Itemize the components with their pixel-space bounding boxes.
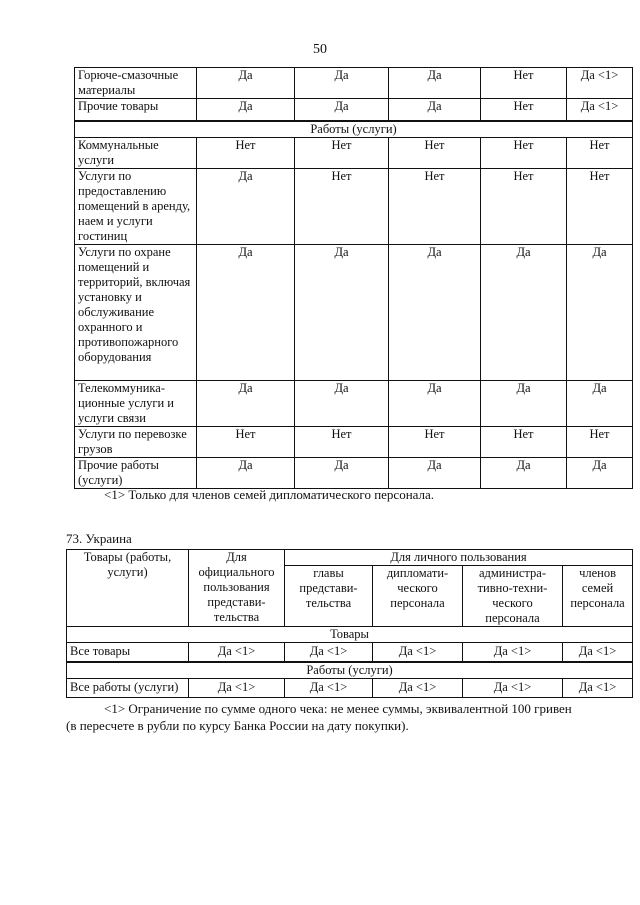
cell-value: Нет bbox=[389, 137, 481, 168]
footnote-table1: <1> Только для членов семей дипломатического персонала. bbox=[104, 487, 435, 502]
row-name: Все товары bbox=[67, 643, 189, 662]
cell-value: Да bbox=[481, 244, 567, 380]
cell-value: Да bbox=[567, 380, 633, 426]
cell-value: Да bbox=[481, 457, 567, 488]
cell-value: Да <1> bbox=[285, 643, 373, 662]
row-name: Все работы (услуги) bbox=[67, 678, 189, 697]
column-header-goods: Товары (работы, услуги) bbox=[67, 550, 189, 627]
section-row bbox=[67, 662, 633, 679]
cell-value: Да bbox=[197, 380, 295, 426]
table-row bbox=[67, 643, 633, 662]
column-header-official: Для официального пользования представи-тельства bbox=[189, 550, 285, 627]
cell-value: Да bbox=[389, 99, 481, 121]
cell-value: Нет bbox=[481, 137, 567, 168]
row-name: Услуги по перевозке грузов bbox=[75, 426, 197, 457]
row-name: Коммунальные услуги bbox=[75, 137, 197, 168]
cell-value: Да <1> bbox=[563, 678, 633, 697]
cell-value: Да bbox=[481, 380, 567, 426]
cell-value: Да <1> bbox=[373, 643, 463, 662]
cell-value: Нет bbox=[481, 426, 567, 457]
cell-value: Да bbox=[295, 380, 389, 426]
page-number: 50 bbox=[313, 42, 327, 57]
header-row bbox=[67, 550, 633, 566]
cell-value: Нет bbox=[567, 426, 633, 457]
cell-value: Нет bbox=[295, 137, 389, 168]
cell-value: Да bbox=[295, 244, 389, 380]
footnote-table2-line1: <1> Ограничение по сумме одного чека: не менее суммы, эквивалентной 100 гривен bbox=[104, 701, 572, 716]
column-header-diplomatic: дипломати-ческого персонала bbox=[373, 566, 463, 627]
section-row bbox=[75, 121, 633, 138]
table-row bbox=[75, 426, 633, 457]
column-header-family: членов семей персонала bbox=[563, 566, 633, 627]
ukraine-exemptions-table bbox=[66, 549, 633, 698]
section-title: Товары bbox=[67, 627, 633, 643]
table-row bbox=[75, 99, 633, 121]
row-name: Услуги по охране помещений и территорий, включая установку и обслуживание охранного и противопожарного оборудования bbox=[75, 244, 197, 380]
cell-value: Да bbox=[567, 244, 633, 380]
column-header-admin: администра-тивно-техни-ческого персонала bbox=[463, 566, 563, 627]
cell-value: Нет bbox=[197, 426, 295, 457]
row-name: Услуги по предоставлению помещений в аренду, наем и услуги гостиниц bbox=[75, 168, 197, 244]
section-heading-ukraine: 73. Украина bbox=[66, 531, 132, 546]
cell-value: Да bbox=[295, 99, 389, 121]
cell-value: Да bbox=[197, 68, 295, 99]
table-row bbox=[67, 678, 633, 697]
cell-value: Нет bbox=[481, 99, 567, 121]
cell-value: Нет bbox=[481, 168, 567, 244]
cell-value: Да <1> bbox=[563, 643, 633, 662]
cell-value: Да <1> bbox=[189, 643, 285, 662]
exemptions-table-continued bbox=[74, 67, 633, 489]
row-name: Горюче-смазочные материалы bbox=[75, 68, 197, 99]
cell-value: Да bbox=[295, 457, 389, 488]
cell-value: Да bbox=[197, 457, 295, 488]
cell-value: Да bbox=[567, 457, 633, 488]
cell-value: Да <1> bbox=[463, 678, 563, 697]
table-row bbox=[75, 68, 633, 99]
cell-value: Да <1> bbox=[189, 678, 285, 697]
cell-value: Да <1> bbox=[567, 68, 633, 99]
section-title: Работы (услуги) bbox=[75, 121, 633, 138]
table-row bbox=[75, 457, 633, 488]
cell-value: Да bbox=[197, 99, 295, 121]
section-title: Работы (услуги) bbox=[67, 662, 633, 679]
cell-value: Нет bbox=[567, 137, 633, 168]
row-name: Прочие работы (услуги) bbox=[75, 457, 197, 488]
cell-value: Нет bbox=[295, 426, 389, 457]
column-header-personal: Для личного пользования bbox=[285, 550, 633, 566]
cell-value: Да <1> bbox=[567, 99, 633, 121]
table-row bbox=[75, 168, 633, 244]
cell-value: Да <1> bbox=[285, 678, 373, 697]
cell-value: Да bbox=[197, 168, 295, 244]
cell-value: Да <1> bbox=[463, 643, 563, 662]
cell-value: Нет bbox=[197, 137, 295, 168]
cell-value: Да bbox=[389, 380, 481, 426]
section-row bbox=[67, 627, 633, 643]
table-row bbox=[75, 137, 633, 168]
table-row bbox=[75, 244, 633, 380]
row-name: Прочие товары bbox=[75, 99, 197, 121]
cell-value: Нет bbox=[295, 168, 389, 244]
row-name: Телекоммуника-ционные услуги и услуги связи bbox=[75, 380, 197, 426]
column-header-head: главы представи-тельства bbox=[285, 566, 373, 627]
footnote-table2-line2: (в пересчете в рубли по курсу Банка России на дату покупки). bbox=[66, 718, 409, 733]
cell-value: Нет bbox=[389, 168, 481, 244]
cell-value: Да bbox=[295, 68, 389, 99]
cell-value: Да <1> bbox=[373, 678, 463, 697]
cell-value: Нет bbox=[481, 68, 567, 99]
cell-value: Нет bbox=[389, 426, 481, 457]
cell-value: Да bbox=[389, 244, 481, 380]
cell-value: Да bbox=[389, 457, 481, 488]
cell-value: Да bbox=[389, 68, 481, 99]
cell-value: Нет bbox=[567, 168, 633, 244]
table-row bbox=[75, 380, 633, 426]
cell-value: Да bbox=[197, 244, 295, 380]
